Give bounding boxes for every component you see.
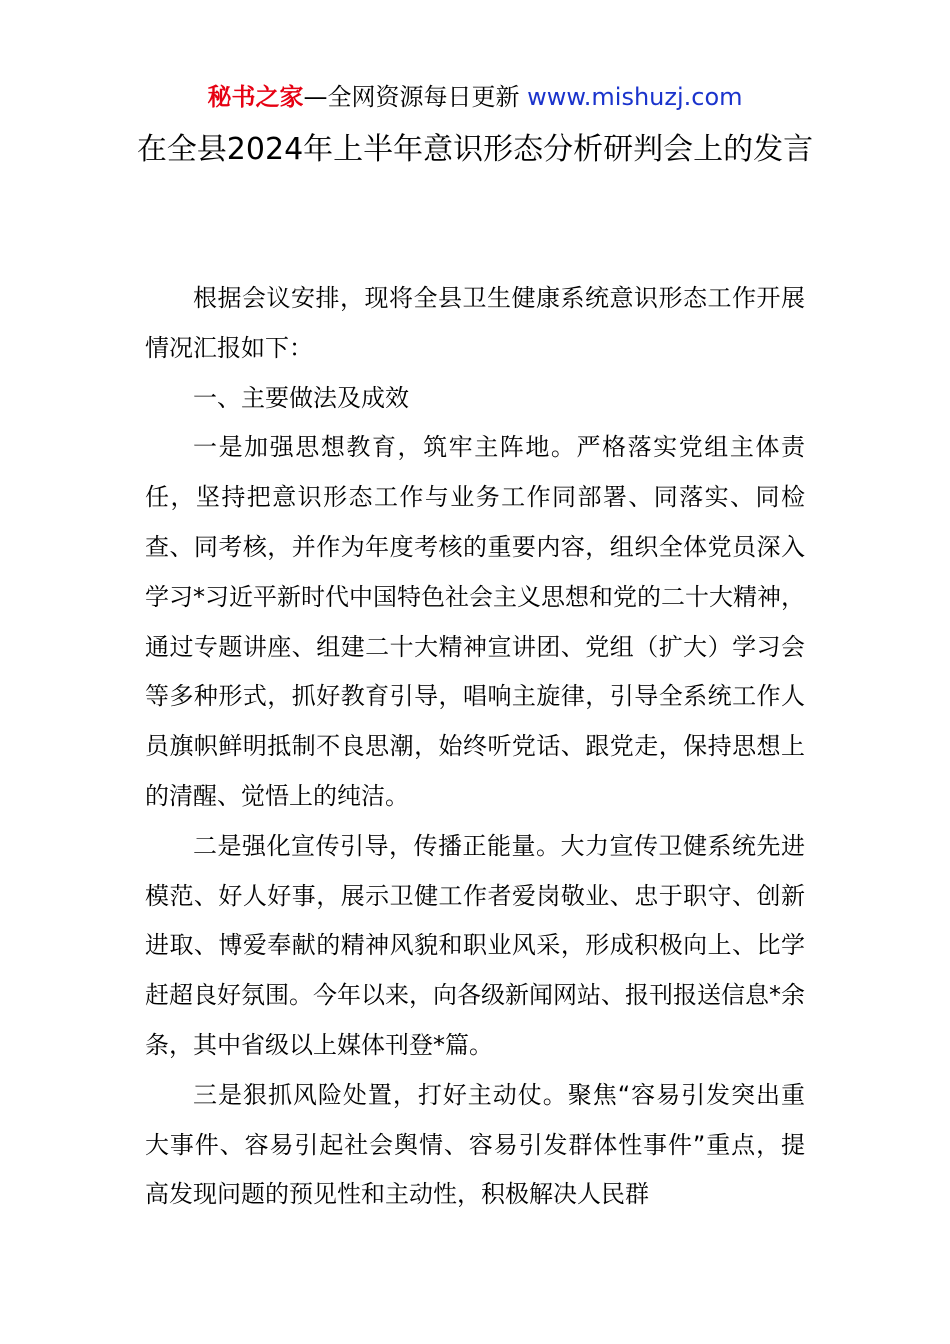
body-paragraph: 二是强化宣传引导，传播正能量。大力宣传卫健系统先进模范、好人好事，展示卫健工作者爱岗敬业、忠于职守、创新进取、博爱奉献的精神风貌和职业风采，形成积极向上、比学赶超良好氛围。今年以来，向各级新闻网站、报刊报送信息*余条，其中省级以上媒体刊登*篇。 bbox=[145, 831, 805, 1059]
site-tagline: —全网资源每日更新 bbox=[303, 83, 528, 111]
intro-paragraph: 根据会议安排，现将全县卫生健康系统意识形态工作开展情况汇报如下： bbox=[145, 284, 805, 362]
site-url-link[interactable]: www.mishuzj.com bbox=[527, 83, 743, 111]
section-heading: 一、主要做法及成效 bbox=[193, 383, 409, 412]
site-brand: 秘书之家 bbox=[207, 83, 304, 111]
document-body bbox=[145, 274, 805, 1220]
document-title: 在全县2024年上半年意识形态分析研判会上的发言 bbox=[136, 132, 814, 167]
body-paragraph: 三是狠抓风险处置，打好主动仗。聚焦“容易引发突出重大事件、容易引起社会舆情、容易引发群体性事件”重点，提高发现问题的预见性和主动性，积极解决人民群 bbox=[145, 1080, 805, 1209]
site-header bbox=[0, 80, 950, 114]
body-paragraph: 一是加强思想教育，筑牢主阵地。严格落实党组主体责任，坚持把意识形态工作与业务工作同部署、同落实、同检查、同考核，并作为年度考核的重要内容，组织全体党员深入学习*习近平新时代中国特色社会主义思想和党的二十大精神，通过专题讲座、组建二十大精神宣讲团、党组（扩大）学习会等多种形式，抓好教育引导，唱响主旋律，引导全系统工作人员旗帜鲜明抵制不良思潮，始终听党话、跟党走，保持思想上的清醒、觉悟上的纯洁。 bbox=[145, 433, 805, 810]
